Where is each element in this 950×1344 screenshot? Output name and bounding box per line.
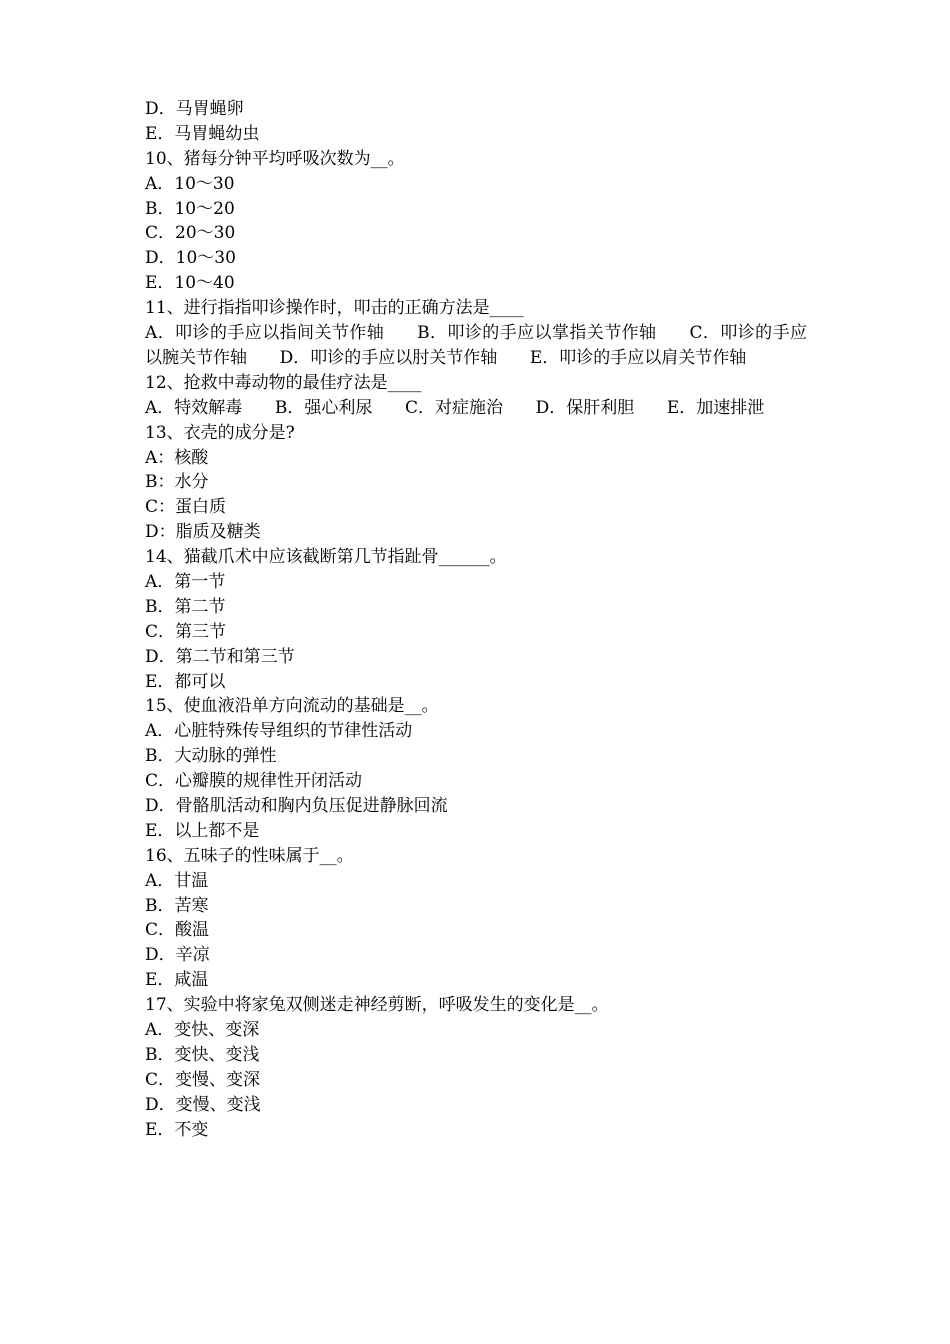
option-line: A．心脏特殊传导组织的节律性活动 (145, 721, 413, 742)
option-line: D：脂质及糖类 (145, 522, 261, 543)
option-inline: C．叩诊的手应以腕关节作轴 (145, 323, 808, 368)
option-inline: B．强心利尿 (274, 397, 373, 418)
option-inline: A．特效解毒 (145, 397, 243, 418)
option-line: E．咸温 (145, 970, 209, 991)
option-line: D．骨骼肌活动和胸内负压促进静脉回流 (145, 795, 448, 816)
option-line: C．第三节 (145, 621, 227, 642)
option-inline: D．叩诊的手应以肘关节作轴 (279, 347, 498, 368)
option-line: E．不变 (145, 1119, 209, 1140)
option-inline: D．保肝利胆 (535, 397, 635, 418)
option-line: E．马胃蝇幼虫 (145, 123, 260, 144)
option-line: C：蛋白质 (145, 497, 227, 518)
option-line: C．变慢、变深 (145, 1069, 261, 1090)
document-page (145, 97, 807, 1142)
option-line: E．10～40 (145, 273, 235, 294)
option-line: A．甘温 (145, 870, 209, 891)
option-inline: A．叩诊的手应以指间关节作轴 (145, 323, 385, 344)
option-line: D．第二节和第三节 (145, 646, 295, 667)
option-line: C．心瓣膜的规律性开闭活动 (145, 771, 363, 792)
option-line: A：核酸 (145, 447, 209, 468)
question-stem: 14、猫截爪术中应该截断第几节指趾骨______。 (145, 547, 507, 568)
option-line: C．20～30 (145, 223, 236, 244)
option-line: A．变快、变深 (145, 1020, 260, 1040)
option-inline: E．叩诊的手应以肩关节作轴 (529, 347, 747, 368)
option-line: D．变慢、变浅 (145, 1094, 261, 1115)
option-line: D．马胃蝇卵 (145, 99, 244, 119)
question-stem: 15、使血液沿单方向流动的基础是__。 (145, 696, 439, 717)
question-stem: 11、进行指指叩诊操作时，叩击的正确方法是____ (145, 298, 524, 319)
option-line: E．以上都不是 (145, 820, 260, 841)
option-line: C．酸温 (145, 920, 210, 941)
option-line: E．都可以 (145, 671, 226, 692)
question-stem: 10、猪每分钟平均呼吸次数为__。 (145, 148, 405, 169)
option-line: D．辛凉 (145, 945, 210, 966)
option-line: B．大动脉的弹性 (145, 746, 277, 767)
option-inline: C．对症施治 (404, 397, 503, 418)
option-line: A．第一节 (145, 571, 226, 592)
option-line: B．苦寒 (145, 895, 209, 916)
option-line: A．10～30 (145, 173, 235, 194)
option-inline: B．叩诊的手应以掌指关节作轴 (417, 323, 657, 344)
question-stem: 12、抢救中毒动物的最佳疗法是____ (145, 372, 422, 393)
option-inline: E．加速排泄 (666, 397, 765, 418)
option-line: B：水分 (145, 472, 209, 493)
option-line: B．第二节 (145, 596, 226, 617)
option-line: D．10～30 (145, 248, 236, 269)
inline-options (145, 396, 807, 421)
question-stem: 16、五味子的性味属于__。 (145, 845, 354, 866)
option-line: B．10～20 (145, 198, 235, 219)
option-line: B．变快、变浅 (145, 1044, 260, 1065)
question-stem: 13、衣壳的成分是? (145, 422, 295, 443)
inline-options (145, 321, 807, 371)
question-stem: 17、实验中将家兔双侧迷走神经剪断，呼吸发生的变化是__。 (145, 995, 609, 1016)
